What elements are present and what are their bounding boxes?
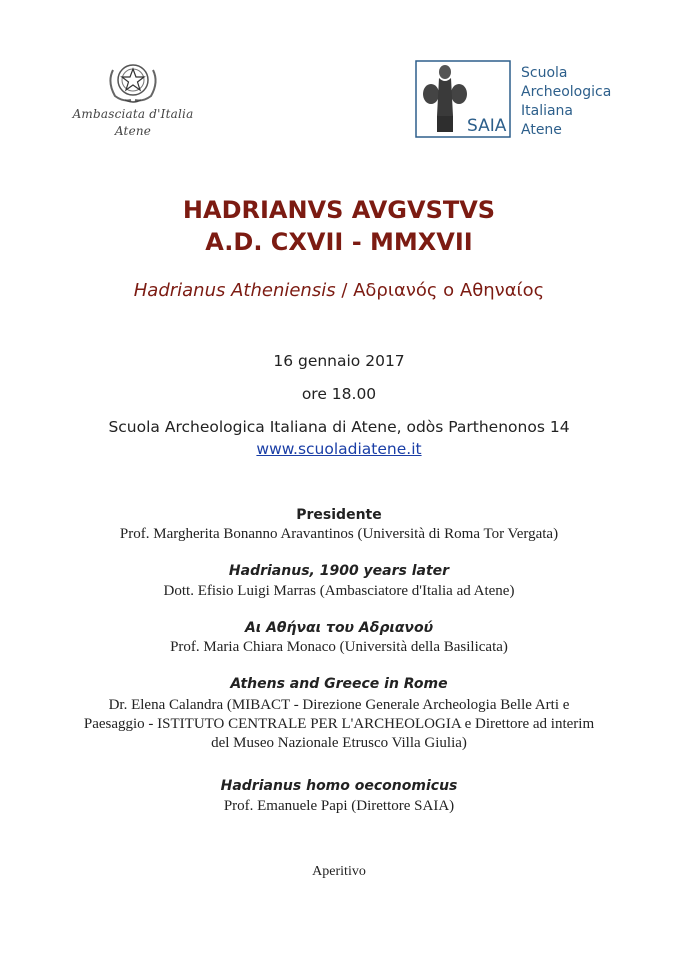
talk-4-title: Hadrianus homo oeconomicus — [220, 778, 458, 794]
saia-badge: SAIA — [467, 116, 507, 136]
talk-2-title: Αι Αθήναι του Αδριανού — [244, 620, 434, 636]
talk-3-speaker — [0, 696, 678, 753]
saia-line-1: Scuola — [521, 65, 568, 81]
italian-republic-emblem-icon — [103, 56, 163, 106]
talk-1-speaker: Dott. Efisio Luigi Marras (Ambasciatore d'Italia ad Atene) — [163, 583, 515, 599]
saia-line-4: Atene — [521, 122, 562, 138]
talk-2-speaker: Prof. Maria Chiara Monaco (Università della Basilicata) — [170, 639, 508, 655]
event-date: 16 gennaio 2017 — [273, 352, 405, 370]
event-time: ore 18.00 — [301, 385, 377, 403]
embassy-city: Atene — [114, 124, 152, 138]
chair-heading: Presidente — [296, 507, 382, 523]
talk-3-speaker-line-2: Paesaggio - ISTITUTO CENTRALE PER L'ARCHEOLOGIA e Direttore ad interim — [83, 716, 595, 732]
saia-line-3: Italiana — [521, 103, 574, 119]
subtitle-latin: Hadrianus Atheniensis — [133, 280, 336, 301]
talk-3-speaker-line-3: del Museo Nazionale Etrusco Villa Giulia) — [211, 735, 467, 751]
closing-note: Aperitivo — [312, 864, 366, 879]
embassy-logo — [58, 56, 208, 146]
event-title: HADRIANVS AVGVSTVS — [182, 196, 496, 224]
talk-3-speaker-line-1: Dr. Elena Calandra (MIBACT - Direzione Generale Archeologia Belle Arti e — [108, 697, 570, 713]
talk-1-title: Hadrianus, 1900 years later — [228, 563, 450, 579]
website-link[interactable]: www.scuoladiatene.it — [256, 440, 422, 458]
talk-3-title: Athens and Greece in Rome — [230, 676, 448, 692]
event-dates-title: A.D. CXVII - MMXVII — [205, 228, 473, 256]
talk-4-speaker: Prof. Emanuele Papi (Direttore SAIA) — [223, 798, 455, 814]
subtitle-separator: / — [335, 280, 354, 301]
event-subtitle — [0, 280, 678, 301]
event-venue: Scuola Archeologica Italiana di Atene, odòs Parthenonos 14 — [108, 418, 570, 436]
chair-person: Prof. Margherita Bonanno Aravantinos (Università di Roma Tor Vergata) — [119, 526, 559, 542]
subtitle-greek: Αδριανός ο Αθηναίος — [353, 280, 545, 301]
saia-line-2: Archeologica — [521, 84, 612, 100]
saia-logo — [415, 60, 615, 140]
saia-name — [521, 64, 611, 140]
embassy-name: Ambasciata d'Italia — [72, 107, 194, 121]
